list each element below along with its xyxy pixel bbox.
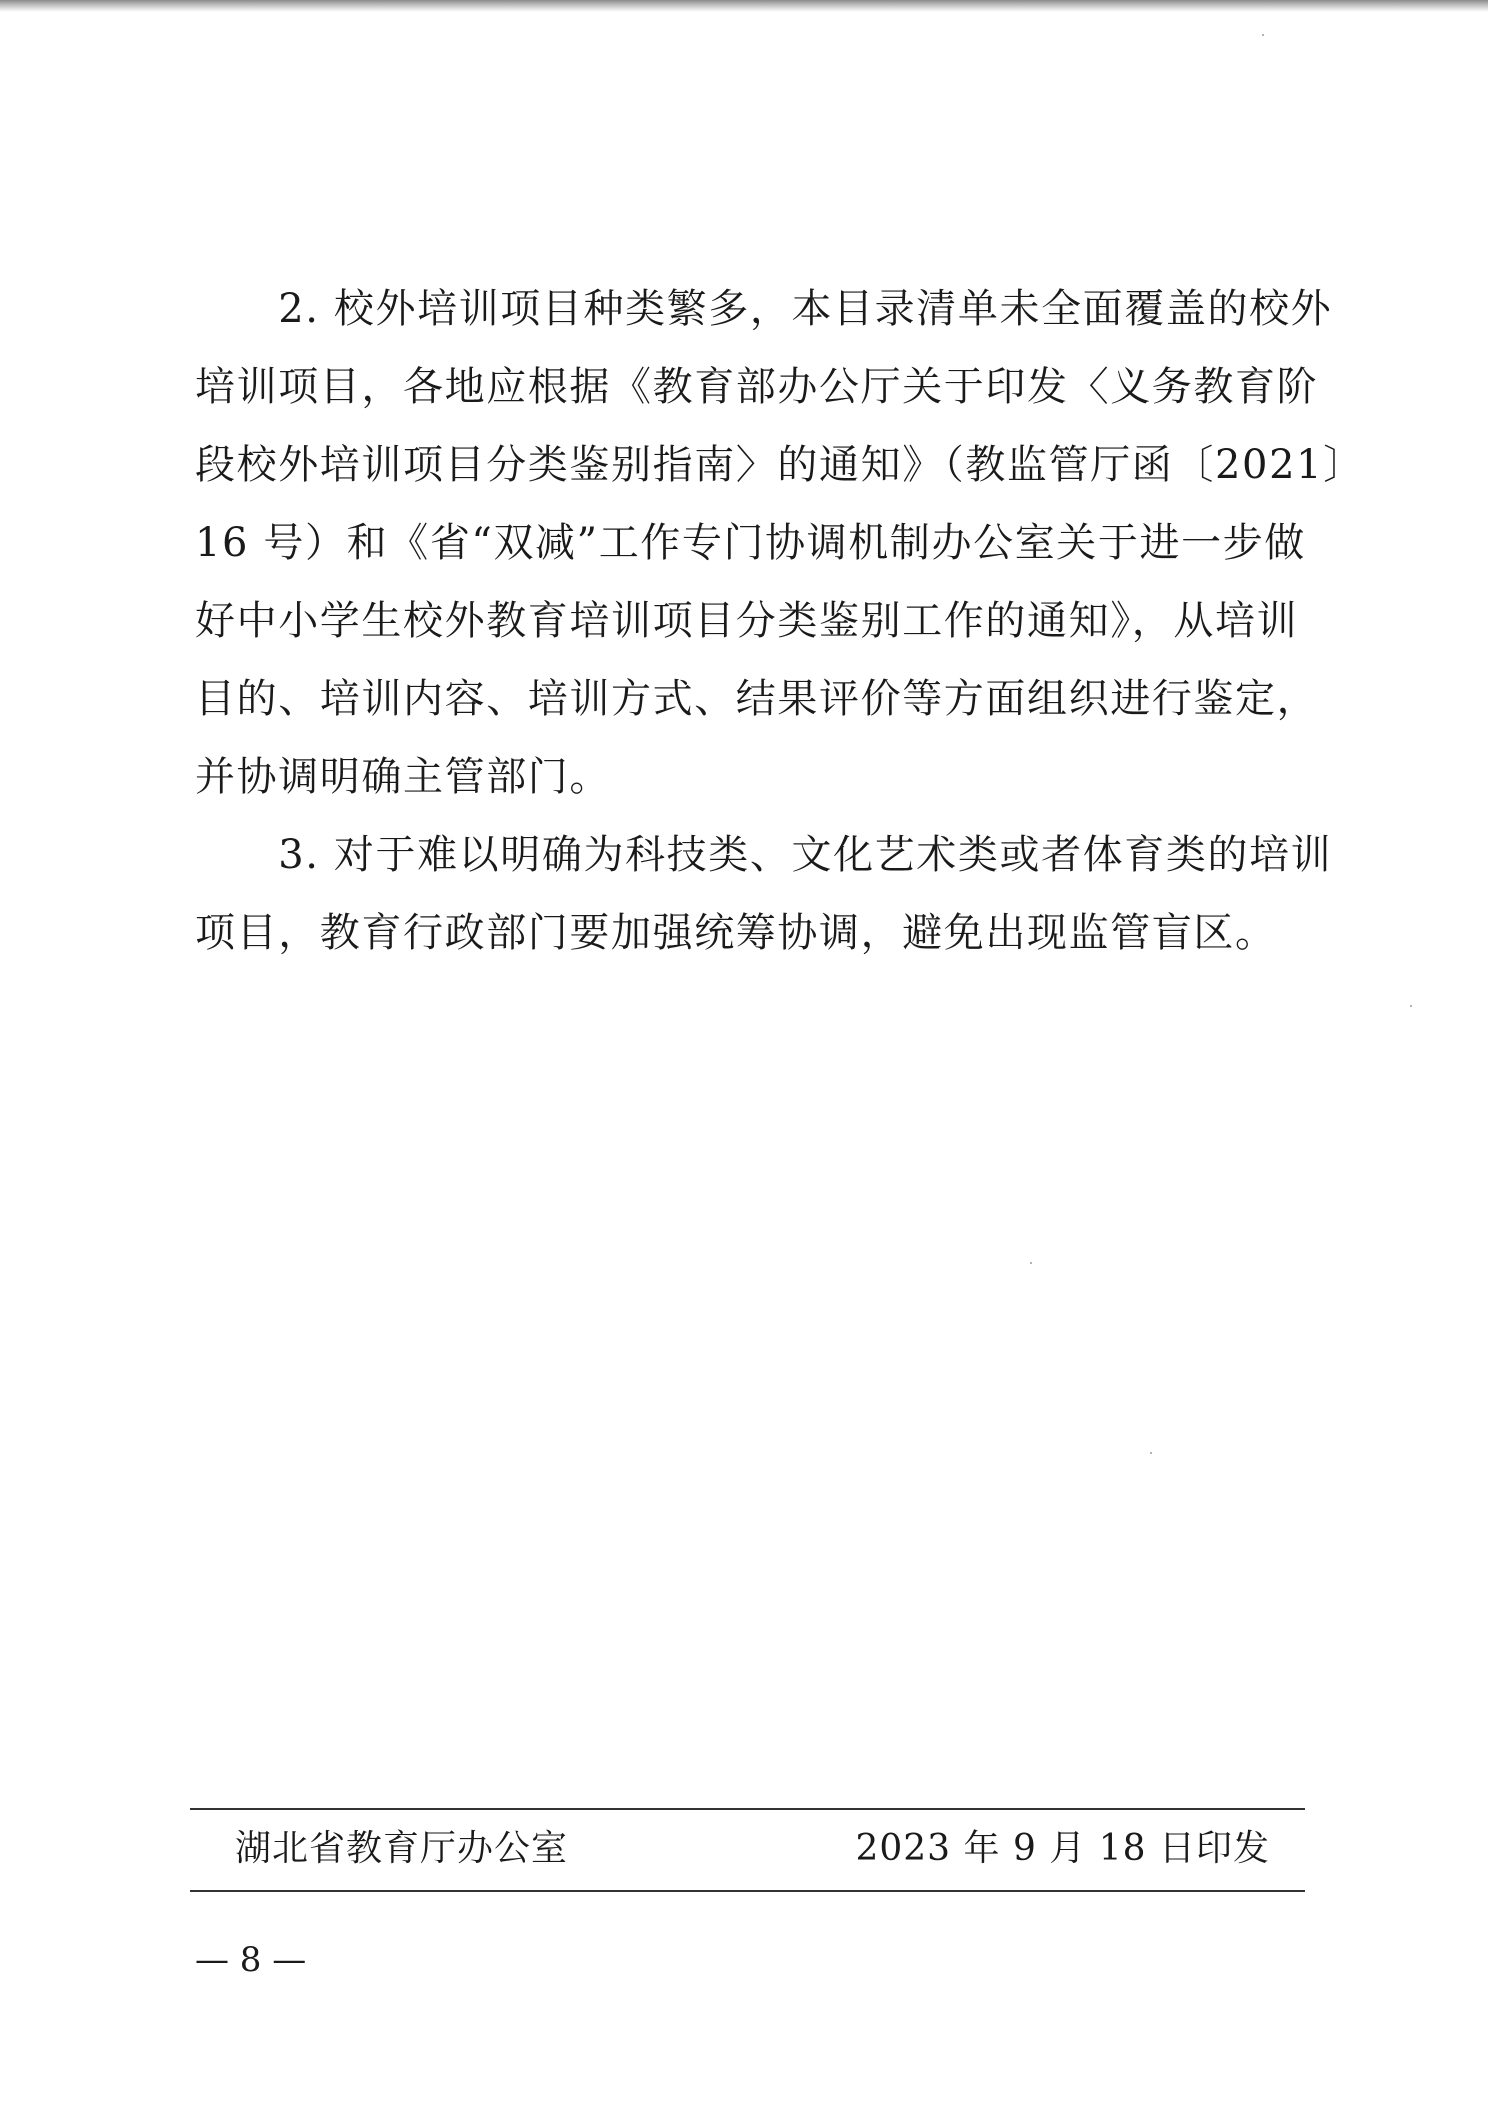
text-line: 并协调明确主管部门。 bbox=[195, 754, 611, 800]
footer-top-rule bbox=[190, 1808, 1305, 1810]
scan-speck bbox=[1150, 1452, 1152, 1454]
text-line: 目的、培训内容、培训方式、结果评价等方面组织进行鉴定， bbox=[195, 676, 1319, 722]
text-line: 项目，教育行政部门要加强统筹协调，避免出现监管盲区。 bbox=[195, 910, 1277, 956]
text-line: 3. 对于难以明确为科技类、文化艺术类或者体育类的培训 bbox=[195, 832, 1333, 878]
scan-speck bbox=[1030, 1262, 1032, 1264]
text-line: 2. 校外培训项目种类繁多，本目录清单未全面覆盖的校外 bbox=[195, 286, 1333, 332]
footer-issuer: 湖北省教育厅办公室 bbox=[235, 1828, 569, 1869]
text-line: 好中小学生校外教育培训项目分类鉴别工作的通知》，从培训 bbox=[195, 598, 1299, 644]
scan-speck bbox=[1410, 1005, 1412, 1007]
paragraph-item-3 bbox=[195, 816, 1333, 972]
footer-bottom-rule bbox=[190, 1890, 1305, 1892]
scan-speck bbox=[1262, 34, 1264, 36]
text-line: 16 号）和《省“双减”工作专门协调机制办公室关于进一步做 bbox=[195, 520, 1306, 566]
document-body bbox=[195, 270, 1365, 972]
footer-print-date: 2023 年 9 月 18 日印发 bbox=[855, 1828, 1270, 1869]
page-number: — 8 — bbox=[195, 1940, 307, 1980]
text-line: 段校外培训项目分类鉴别指南〉的通知》（教监管厅函〔2021〕 bbox=[195, 442, 1365, 488]
scan-top-edge bbox=[0, 0, 1488, 12]
text-line: 培训项目，各地应根据《教育部办公厅关于印发〈义务教育阶 bbox=[195, 364, 1319, 410]
paragraph-item-2 bbox=[195, 270, 1365, 816]
